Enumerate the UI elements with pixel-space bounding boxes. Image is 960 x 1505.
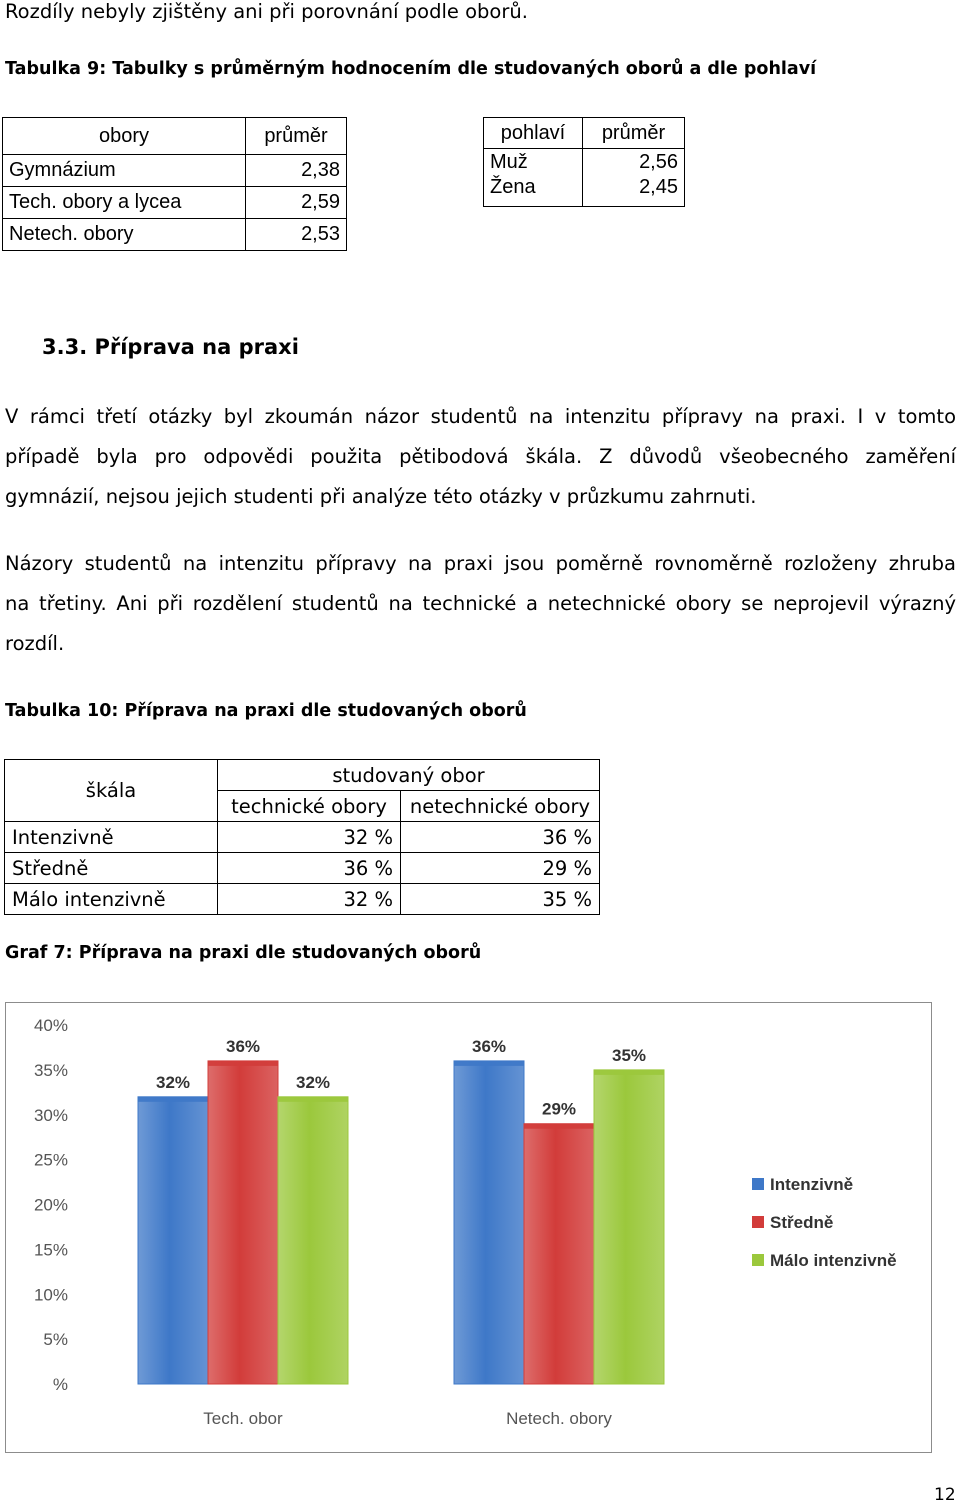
bar-top — [278, 1097, 348, 1102]
table-row — [484, 149, 685, 177]
table-header-row — [3, 118, 347, 155]
y-tick-label: 10% — [33, 1285, 68, 1305]
bar — [454, 1061, 524, 1384]
row-label: Tech. obory a lycea — [3, 187, 246, 219]
paragraph-2 — [5, 544, 956, 664]
data-label: 32% — [155, 1072, 191, 1092]
y-tick-label: 35% — [33, 1060, 68, 1080]
table10 — [4, 759, 600, 915]
y-tick-label: % — [52, 1375, 68, 1394]
column-header: obory — [3, 118, 246, 155]
row-value: 36 % — [218, 853, 401, 884]
data-label: 36% — [225, 1036, 261, 1056]
row-value: 2,45 — [583, 176, 685, 207]
row-value: 32 % — [218, 884, 401, 915]
data-label: 32% — [295, 1072, 331, 1092]
row-label: Muž — [484, 149, 583, 177]
column-header-scale: škála — [5, 760, 218, 822]
legend-swatch — [752, 1216, 764, 1228]
bar-top — [138, 1097, 208, 1102]
y-tick-label: 20% — [33, 1195, 68, 1215]
paragraph-line: rozdíl. — [5, 632, 65, 655]
bar-chart — [6, 1003, 931, 1452]
bar — [524, 1124, 594, 1384]
y-tick-label: 5% — [43, 1330, 68, 1350]
bar-top — [524, 1124, 594, 1129]
paragraph-line: případě byla pro odpovědi použita pětibodová škála. Z důvodů všeobecného zaměření — [5, 445, 956, 468]
bar — [208, 1061, 278, 1384]
bar-top — [454, 1061, 524, 1066]
data-label: 35% — [611, 1045, 647, 1065]
column-header: netechnické obory — [401, 791, 600, 822]
table-row — [5, 822, 600, 853]
column-header: technické obory — [218, 791, 401, 822]
data-label: 36% — [471, 1036, 507, 1056]
y-tick-label: 15% — [33, 1240, 68, 1260]
row-value: 2,56 — [583, 149, 685, 177]
row-label: Žena — [484, 176, 583, 207]
row-value: 2,53 — [246, 219, 347, 251]
row-value: 2,38 — [246, 155, 347, 187]
table-row — [3, 155, 347, 187]
table9-pohlavi — [483, 117, 685, 207]
chart-frame — [5, 1002, 932, 1453]
bar-top — [208, 1061, 278, 1066]
table-row — [5, 853, 600, 884]
column-header: pohlaví — [484, 118, 583, 149]
column-header: průměr — [583, 118, 685, 149]
y-tick-label: 25% — [33, 1150, 68, 1170]
table-row — [3, 219, 347, 251]
intro-line: Rozdíly nebyly zjištěny ani při porovnání podle oborů. — [5, 0, 528, 23]
legend-label: Intenzivně — [770, 1175, 854, 1194]
row-label: Gymnázium — [3, 155, 246, 187]
paragraph-line: gymnázií, nejsou jejich studenti při analýze této otázky v průzkumu zahrnuti. — [5, 485, 757, 508]
row-value: 36 % — [401, 822, 600, 853]
row-label: Středně — [5, 853, 218, 884]
data-label: 29% — [541, 1099, 577, 1119]
paragraph-1 — [5, 397, 956, 517]
x-category-label: Tech. obor — [203, 1409, 283, 1428]
table-row — [484, 176, 685, 207]
legend-label: Málo intenzivně — [770, 1251, 897, 1270]
page-number: 12 — [934, 1485, 956, 1505]
row-label: Netech. obory — [3, 219, 246, 251]
column-header: průměr — [246, 118, 347, 155]
table-row — [3, 187, 347, 219]
bar — [278, 1097, 348, 1384]
y-tick-label: 30% — [33, 1105, 68, 1125]
row-value: 2,59 — [246, 187, 347, 219]
legend-swatch — [752, 1178, 764, 1190]
bar — [594, 1070, 664, 1384]
graph-caption: Graf 7: Příprava na praxi dle studovaných oborů — [5, 943, 482, 963]
paragraph-line: Názory studentů na intenzitu přípravy na praxi jsou poměrně rovnoměrně rozloženy zhruba — [5, 552, 956, 575]
row-label: Málo intenzivně — [5, 884, 218, 915]
paragraph-line: na třetiny. Ani při rozdělení studentů na technické a netechnické obory se neprojevil výrazný — [5, 592, 956, 615]
section-title: 3.3. Příprava na praxi — [42, 335, 299, 359]
row-value: 35 % — [401, 884, 600, 915]
row-value: 32 % — [218, 822, 401, 853]
table9-obory — [2, 117, 347, 251]
table10-caption: Tabulka 10: Příprava na praxi dle studovaných oborů — [5, 701, 527, 721]
table-header-row — [5, 760, 600, 791]
row-label: Intenzivně — [5, 822, 218, 853]
table-header-row — [484, 118, 685, 149]
table-row — [5, 884, 600, 915]
legend-label: Středně — [770, 1213, 834, 1232]
bar — [138, 1097, 208, 1384]
x-category-label: Netech. obory — [506, 1409, 612, 1428]
row-value: 29 % — [401, 853, 600, 884]
bar-top — [594, 1070, 664, 1075]
column-header-group: studovaný obor — [218, 760, 600, 791]
legend-swatch — [752, 1254, 764, 1266]
y-tick-label: 40% — [33, 1016, 68, 1035]
paragraph-line: V rámci třetí otázky byl zkoumán názor studentů na intenzitu přípravy na praxi. I v tomto — [5, 405, 956, 428]
table9-caption: Tabulka 9: Tabulky s průměrným hodnocením dle studovaných oborů a dle pohlaví — [5, 59, 817, 79]
